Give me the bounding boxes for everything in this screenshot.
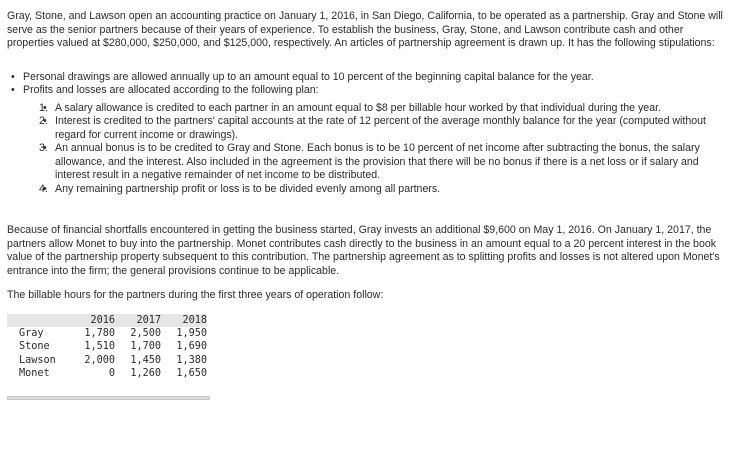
billable-hours-table-wrap [7, 314, 211, 381]
plan-number: • 4. [39, 182, 48, 195]
hours-cell: 1,780 [84, 327, 115, 339]
plan-item-interest [39, 115, 729, 142]
table-scrollbar[interactable] [7, 396, 210, 400]
plan-text: A salary allowance is credited to each partner in an amount equal to $8 per billable hour worked by that individual during the year. [55, 101, 661, 114]
table-row [7, 340, 207, 353]
billable-hours-intro: The billable hours for the partners during the first three years of operation follow: [7, 289, 384, 301]
stipulation-drawings [21, 71, 729, 85]
stipulation-profit-plan [21, 84, 729, 196]
intro-paragraph: Gray, Stone, and Lawson open an accounting practice on January 1, 2016, in San Diego, California, to be operated as a partnership. Gray and Stone will serve as the senior partners because of their years of experience. To establish the business, Gray, Stone, and Lawson contribute cash and other properties valued at $280,000, $250,000, and $125,000, respectively. An articles of partnership agreement is drawn up. It has the following stipulations: [7, 10, 723, 49]
table-row [7, 367, 207, 380]
allocation-plan-list [23, 102, 729, 197]
hours-cell: 1,510 [84, 341, 115, 353]
partner-name: Lawson [19, 354, 56, 366]
hours-cell: 1,690 [176, 341, 207, 353]
plan-number: • 1. [39, 101, 48, 114]
stipulations-list [7, 71, 729, 197]
header-year: 2016 [90, 314, 115, 326]
partner-name: Stone [19, 341, 50, 353]
table-row [7, 327, 207, 340]
partner-name: Gray [19, 327, 44, 339]
plan-text: Interest is credited to the partners' capital accounts at the rate of 12 percent of the average monthly balance for the year (computed without regard for current income or drawings). [55, 115, 706, 141]
header-year: 2018 [182, 314, 207, 326]
billable-hours-table [7, 314, 207, 381]
hours-cell: 1,380 [176, 354, 207, 366]
partner-name: Monet [19, 368, 50, 380]
hours-cell: 0 [108, 368, 115, 380]
plan-text: An annual bonus is to be credited to Gray and Stone. Each bonus is to be 10 percent of net income after subtracting the bonus, the salary allowance, and the interest. Also included in the agreement is the provision that there will be no bonus if there is a net loss or if salary and interest result in a negative remainder of net income to be distributed. [55, 142, 700, 181]
table-header-row [7, 314, 207, 327]
hours-cell: 1,260 [130, 368, 161, 380]
plan-item-bonus [39, 142, 729, 183]
plan-number: • 3. [39, 142, 48, 154]
shortfall-paragraph: Because of financial shortfalls encountered in getting the business started, Gray invests an additional $9,600 on May 1, 2016. On January 1, 2017, the partners allow Monet to buy into the partnership. Monet contributes cash directly to the business in an amount equal to a 20 percent interest in the book value of the partnership property subsequent to this contribution. The partnership agreement as to splitting profits and losses is not altered upon Monet's entrance into the firm; the general provisions continue to be applicable. [7, 224, 720, 277]
hours-cell: 1,650 [176, 368, 207, 380]
hours-cell: 2,500 [130, 327, 161, 339]
header-blank [7, 314, 69, 327]
plan-item-salary [39, 101, 729, 116]
plan-item-remainder [39, 182, 729, 197]
header-year: 2017 [136, 314, 161, 326]
stipulation-text: Profits and losses are allocated according to the following plan: [23, 84, 319, 96]
plan-text: Any remaining partnership profit or loss is to be divided evenly among all partners. [55, 182, 441, 195]
hours-cell: 1,700 [130, 341, 161, 353]
table-row [7, 354, 207, 367]
problem-text [7, 10, 729, 381]
hours-cell: 1,450 [130, 354, 161, 366]
plan-number: • 2. [39, 115, 48, 127]
hours-cell: 2,000 [84, 354, 115, 366]
hours-cell: 1,950 [176, 327, 207, 339]
stipulation-text: Personal drawings are allowed annually up to an amount equal to 10 percent of the beginning capital balance for the year. [23, 70, 594, 83]
